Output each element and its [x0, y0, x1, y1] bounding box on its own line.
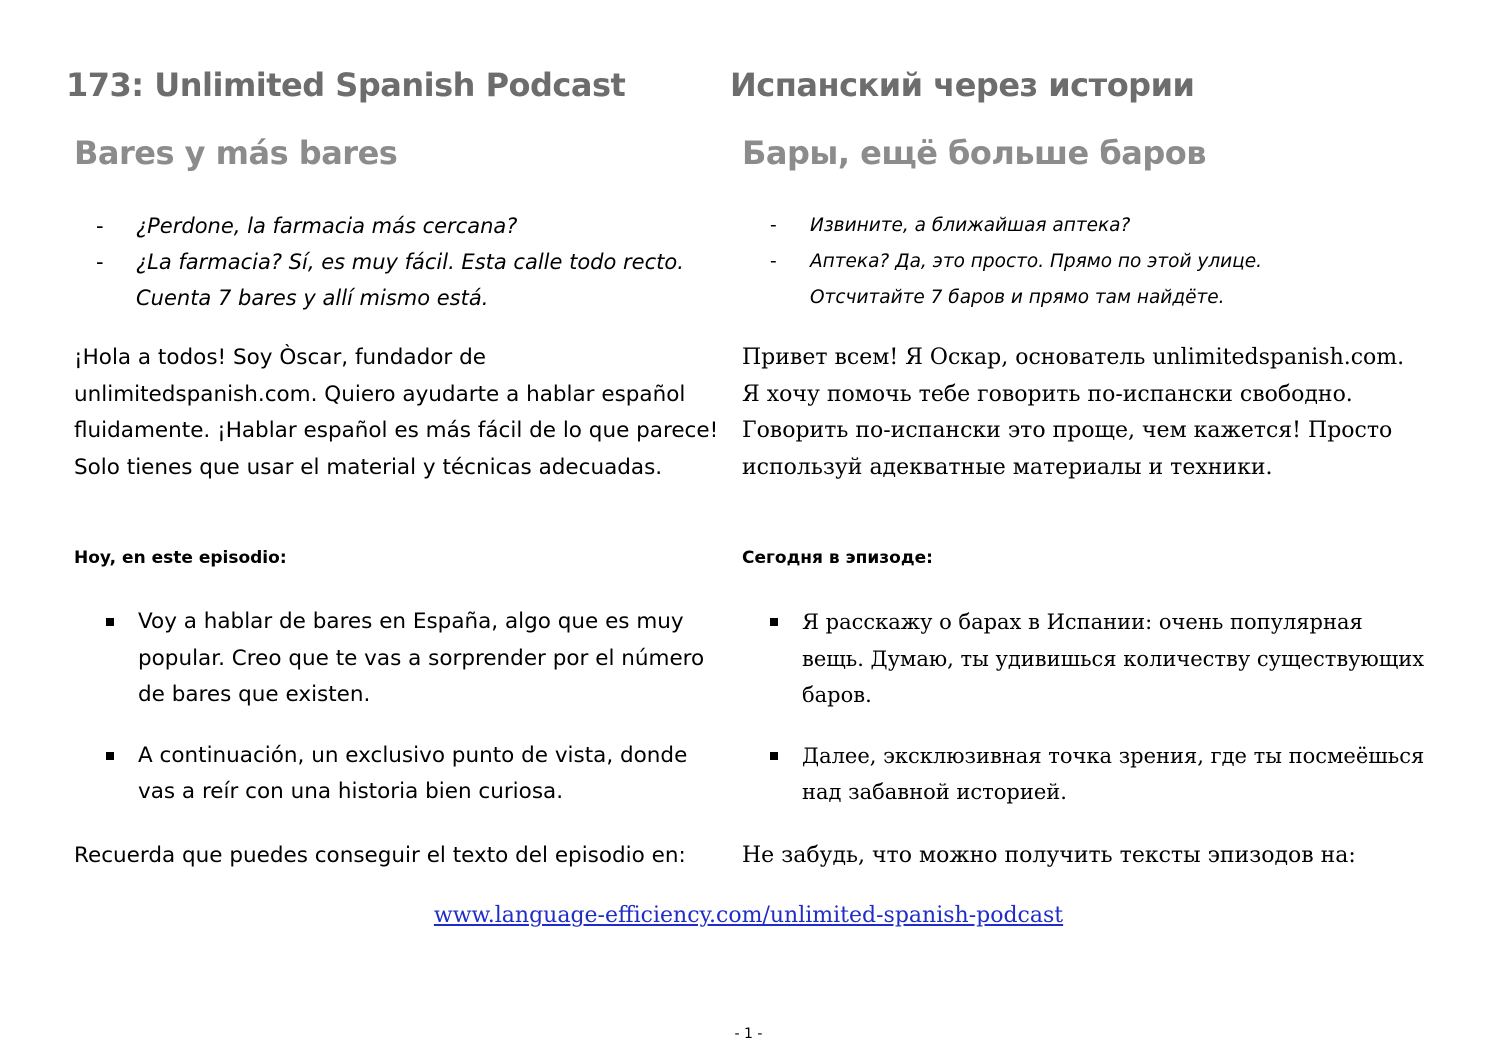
section-heading-translation: Сегодня в эпизоде: [742, 548, 933, 568]
dialogue-list-translation [770, 208, 1370, 316]
podcast-title-translation: Испанский через истории [730, 66, 1195, 104]
dialogue-line: - ¿La farmacia? Sí, es muy fácil. Esta calle todo recto. Cuenta 7 bares y allí mismo está. [96, 244, 696, 316]
page-number: - 1 - [734, 1026, 763, 1042]
dialogue-line: - ¿Perdone, la farmacia más cercana? [96, 208, 696, 244]
square-bullet-icon [106, 618, 114, 626]
dialogue-line: - Аптека? Да, это просто. Прямо по этой улице. Отсчитайте 7 баров и прямо там найдёте. [770, 244, 1370, 316]
episode-title: Bares y más bares [74, 134, 398, 172]
dash-marker: - [770, 251, 777, 272]
bullet-item: Я расскажу о барах в Испании: очень популярная вещь. Думаю, ты удивишься количеству существующих баров. [770, 604, 1430, 714]
dialogue-line: - Извините, а ближайшая аптека? [770, 208, 1370, 244]
bullet-item: A continuación, un exclusivo punto de vista, donde vas a reír con una historia bien curiosa. [106, 738, 706, 811]
episode-title-translation: Бары, ещё больше баров [742, 134, 1206, 172]
dash-marker: - [96, 250, 104, 274]
intro-paragraph-translation: Привет всем! Я Оскар, основатель unlimitedspanish.com. Я хочу помочь тебе говорить по-испански свободно. Говорить по-испански это проще, чем кажется! Просто используй адекватные материалы и техники. [742, 345, 1405, 480]
closing-text-translation: Не забудь, что можно получить тексты эпизодов на: [742, 843, 1356, 868]
dialogue-list [96, 208, 696, 316]
podcast-title: 173: Unlimited Spanish Podcast [66, 66, 626, 104]
square-bullet-icon [770, 752, 778, 760]
dash-marker: - [96, 214, 104, 238]
square-bullet-icon [770, 618, 778, 626]
podcast-link[interactable]: www.language-efficiency.com/unlimited-spanish-podcast [433, 903, 1064, 928]
intro-paragraph: ¡Hola a todos! Soy Òscar, fundador de unlimitedspanish.com. Quiero ayudarte a hablar español fluidamente. ¡Hablar español es más fácil de lo que parece! Solo tienes que usar el material y técnicas adecuadas. [74, 345, 719, 480]
closing-text: Recuerda que puedes conseguir el texto del episodio en: [74, 843, 686, 868]
bullet-item: Voy a hablar de bares en España, algo que es muy popular. Creo que te vas a sorprender por el número de bares que existen. [106, 604, 706, 714]
bullet-item: Далее, эксклюзивная точка зрения, где ты посмеёшься над забавной историей. [770, 738, 1430, 811]
episode-bullets [106, 604, 706, 835]
dash-marker: - [770, 215, 777, 236]
square-bullet-icon [106, 752, 114, 760]
section-heading: Hoy, en este episodio: [74, 548, 287, 568]
episode-bullets-translation [770, 604, 1430, 835]
